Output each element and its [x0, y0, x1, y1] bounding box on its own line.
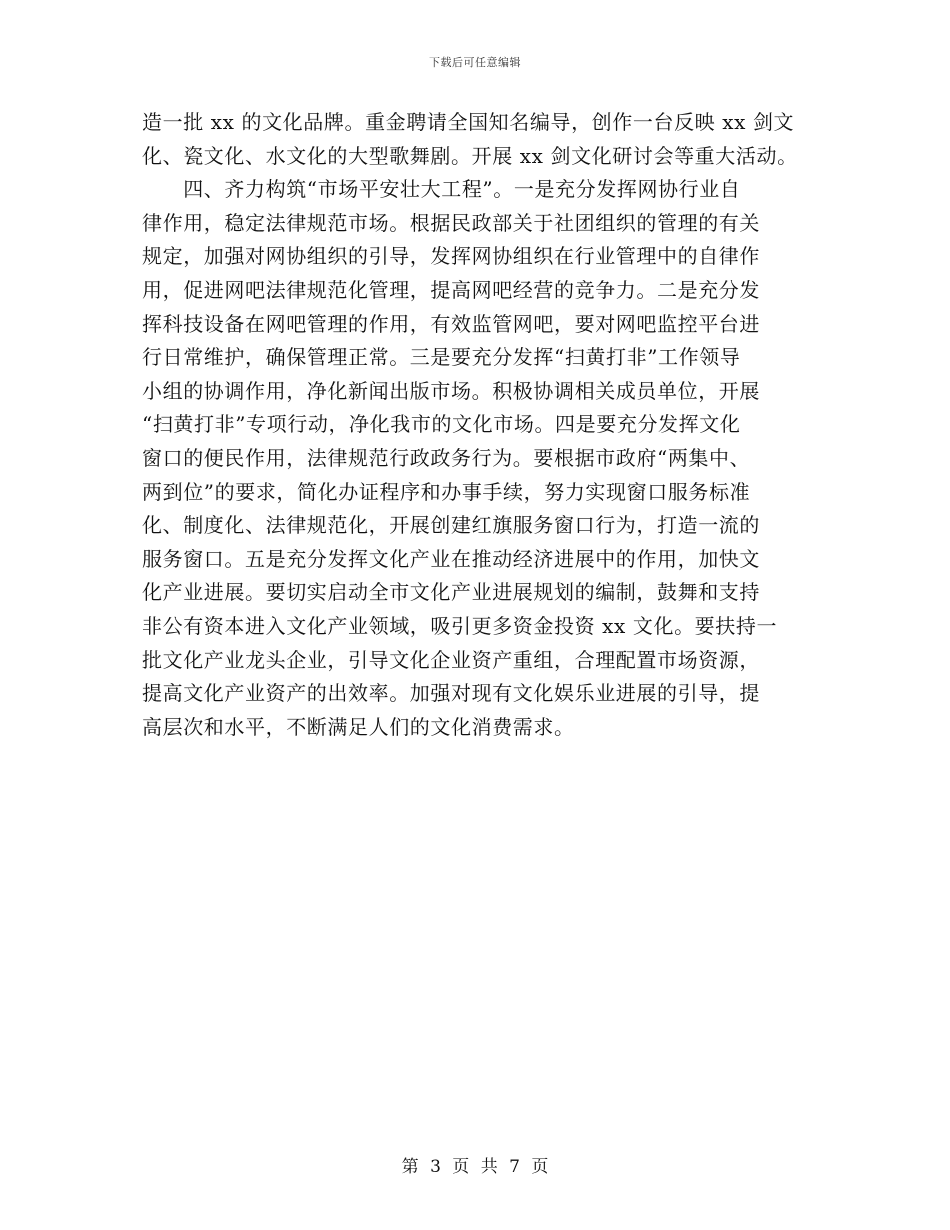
text-line: 非公有资本进入文化产业领域，吸引更多资金投资 xx 文化。要扶持一 — [142, 613, 778, 638]
text-line: 用，促进网吧法律规范化管理，提高网吧经营的竞争力。二是充分发 — [142, 277, 760, 302]
text-line: 化产业进展。要切实启动全市文化产业进展规划的编制，鼓舞和支持 — [142, 580, 760, 605]
page-header: 下载后可任意编辑 — [429, 56, 521, 69]
text-line: 小组的协调作用，净化新闻出版市场。积极协调相关成员单位，开展 — [142, 378, 760, 403]
text-line: 服务窗口。五是充分发挥文化产业在推动经济进展中的作用，加快文 — [142, 546, 760, 571]
text-line: 化、制度化、法律规范化，开展创建红旗服务窗口行为，打造一流的 — [142, 513, 760, 538]
text-line: 批文化产业龙头企业，引导文化企业资产重组，合理配置市场资源， — [142, 647, 760, 672]
text-line: 规定，加强对网协组织的引导，发挥网协组织在行业管理中的自律作 — [142, 244, 760, 269]
text-line: 高层次和水平，不断满足人们的文化消费需求。 — [142, 714, 575, 739]
text-line: 挥科技设备在网吧管理的作用，有效监管网吧，要对网吧监控平台进 — [142, 311, 760, 336]
text-line: 律作用，稳定法律规范市场。根据民政部关于社团组织的管理的有关 — [142, 210, 760, 235]
text-line: 四、齐力构筑“市场平安壮大工程”。一是充分发挥网协行业自 — [142, 177, 741, 202]
text-line: 窗口的便民作用，法律规范行政政务行为。要根据市政府“两集中、 — [142, 445, 751, 470]
text-line: 行日常维护，确保管理正常。三是要充分发挥“扫黄打非”工作领导 — [142, 345, 741, 370]
text-line: “扫黄打非”专项行动，净化我市的文化市场。四是要充分发挥文化 — [142, 412, 741, 437]
document-body — [142, 106, 842, 744]
page-number-footer: 第 3 页 共 7 页 — [401, 1157, 549, 1177]
text-line: 提高文化产业资产的出效率。加强对现有文化娱乐业进展的引导，提 — [142, 681, 760, 706]
text-line: 造一批 xx 的文化品牌。重金聘请全国知名编导，创作一台反映 xx 剑文 — [142, 110, 795, 134]
text-line: 化、瓷文化、水文化的大型歌舞剧。开展 xx 剑文化研讨会等重大活动。 — [142, 143, 798, 168]
text-line: 两到位”的要求，简化办证程序和办事手续，努力实现窗口服务标准 — [142, 479, 751, 504]
